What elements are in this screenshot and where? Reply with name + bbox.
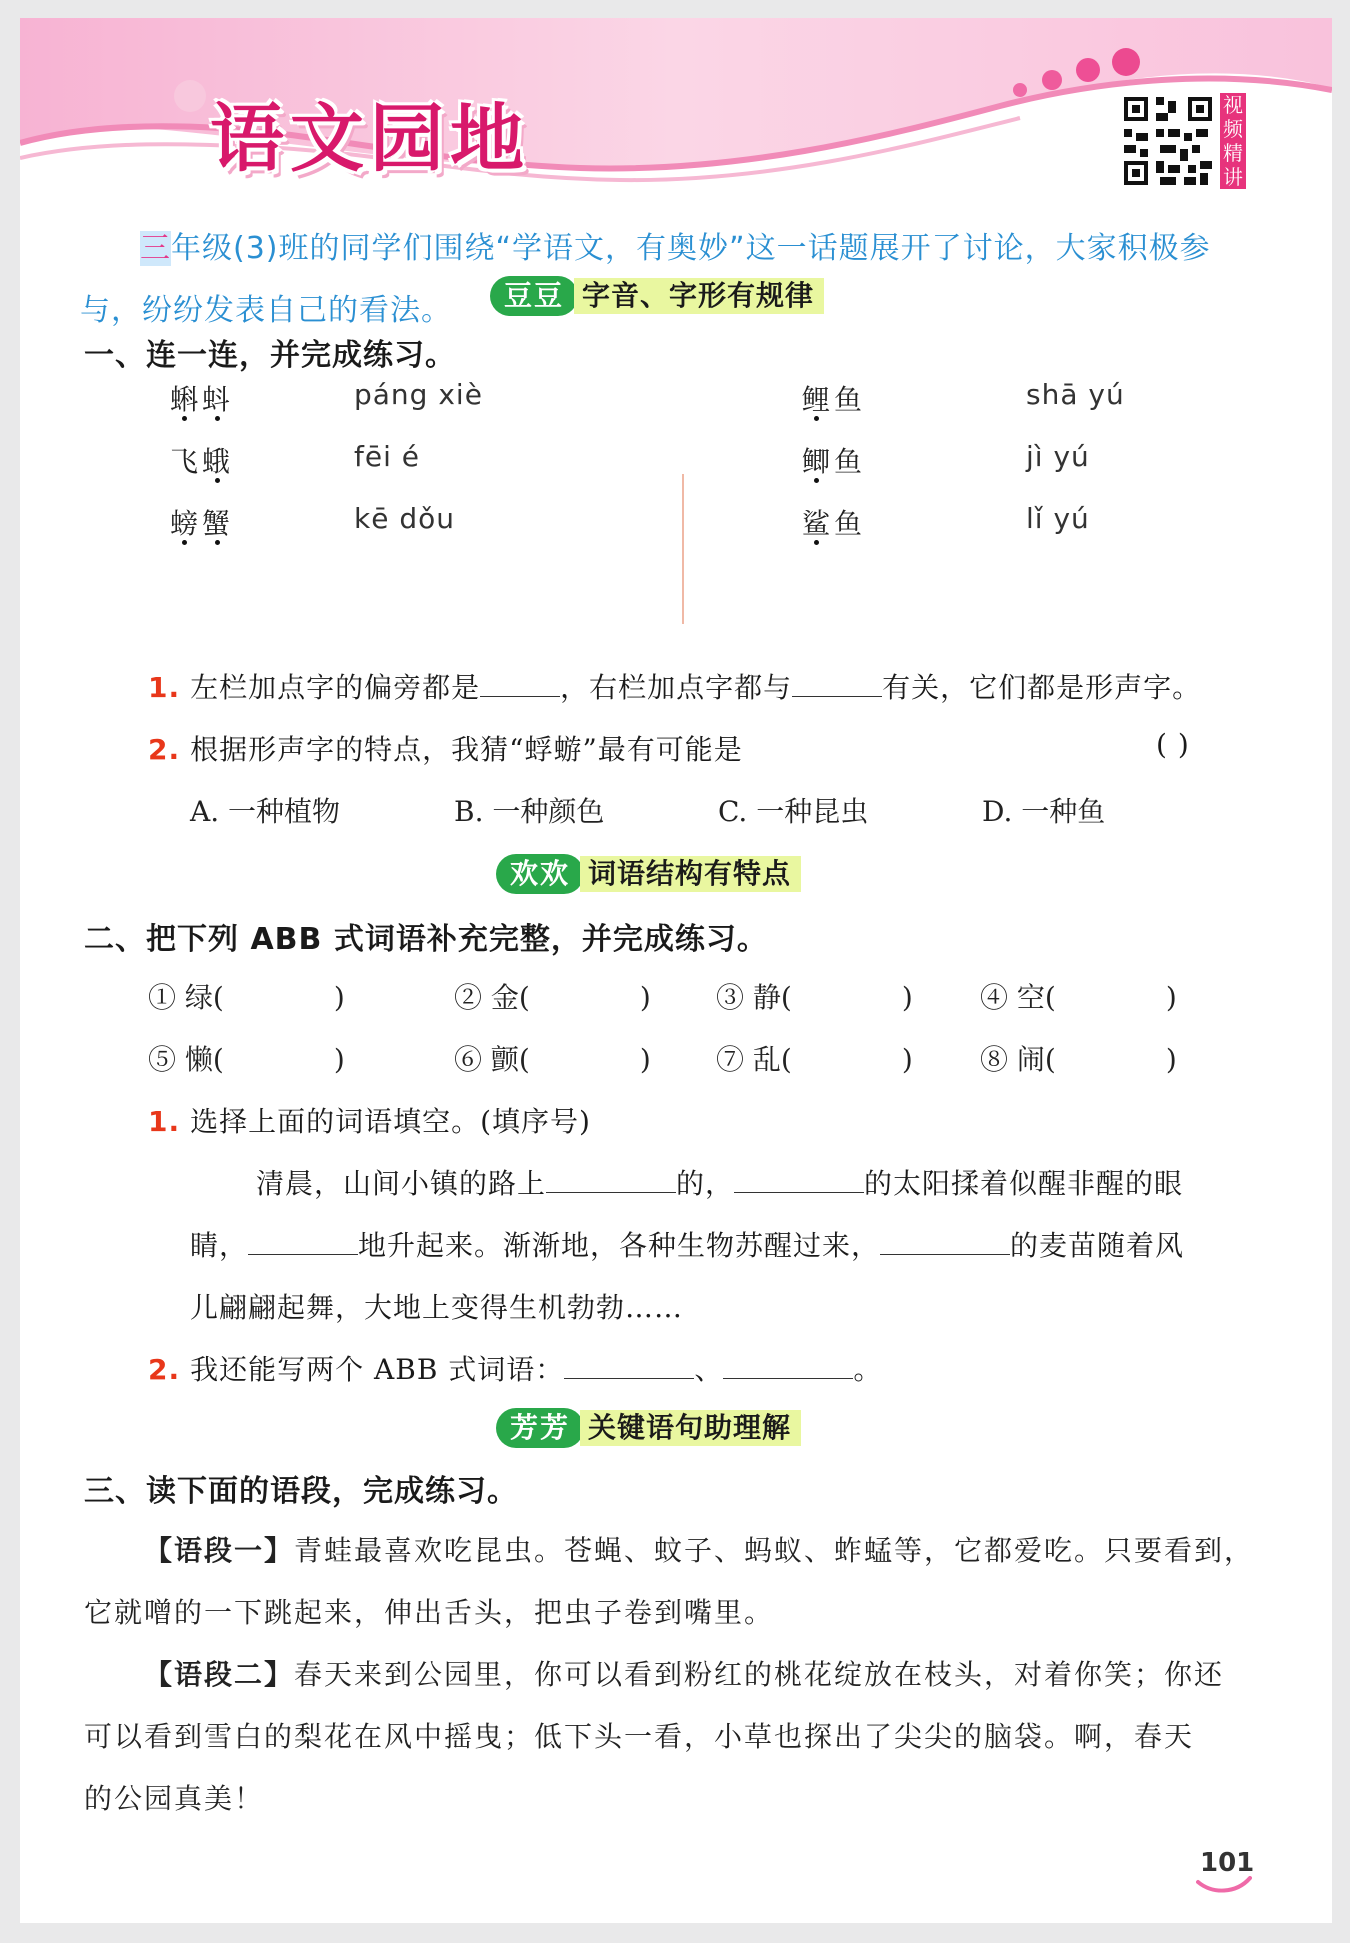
left-word-1: 蝌蚪 [170,383,235,416]
column-divider [682,474,684,624]
emphasis-dot [182,540,187,545]
option-c[interactable]: C. 一种昆虫 [718,795,869,828]
right-pinyin-3: lǐ yú [1026,502,1090,535]
emphasis-dot [182,416,187,421]
s1-question-1: 1. 左栏加点字的偏旁都是 ，右栏加点字都与 有关，它们都是形声字。 [148,671,1202,704]
s1-question-2: 2. 根据形声字的特点，我猜“蜉蝣”最有可能是 [148,733,743,766]
workbook-page [20,18,1332,1923]
s2-question-2: 2. 我还能写两个 ABB 式词语： 、 。 [148,1353,883,1386]
option-b[interactable]: B. 一种颜色 [454,795,605,828]
answer-paren[interactable]: ( ) [1156,728,1190,761]
intro-line-2: 与，纷纷发表自己的看法。 [80,293,452,328]
qr-code-icon[interactable] [1120,93,1216,189]
section2-tag [496,852,801,896]
s2-question-1: 1. 选择上面的词语填空。(填序号) [148,1105,591,1138]
answer-blank[interactable] [734,1191,864,1193]
passage-one: 【语段一】青蛙最喜欢吃昆虫。苍蝇、蚊子、蚂蚁、蚱蜢等，它都爱吃。只要看到， 它就噌的一下跳起来，伸出舌头，把虫子卷到嘴里。 [84,1534,1255,1629]
emphasis-dot [215,478,220,483]
emphasis-dot [814,478,819,483]
abb-item-2[interactable]: ② 金( ) [454,981,651,1014]
section3-heading: 三、读下面的语段，完成练习。 [84,1474,518,1509]
emphasis-dot [814,540,819,545]
abb-item-5[interactable]: ⑤ 懒( ) [148,1043,345,1076]
right-word-1: 鲤鱼 [802,383,867,416]
right-word-2: 鲫鱼 [802,445,867,478]
tag-topic: 关键语句助理解 [580,1410,801,1446]
left-pinyin-3: kē dǒu [354,502,455,535]
answer-blank[interactable] [564,1377,694,1379]
left-word-2: 飞蛾 [170,445,235,478]
tag-topic: 词语结构有特点 [580,856,801,892]
abb-item-7[interactable]: ⑦ 乱( ) [716,1043,913,1076]
fill-line-3: 儿翩翩起舞，大地上变得生机勃勃…… [190,1291,684,1324]
section1-tag [490,274,824,318]
right-pinyin-1: shā yú [1026,378,1125,411]
tag-speaker: 豆豆 [490,276,578,316]
right-pinyin-2: jì yú [1026,440,1090,473]
option-a[interactable]: A. 一种植物 [190,795,341,828]
abb-item-3[interactable]: ③ 静( ) [716,981,913,1014]
header-banner [20,18,1332,208]
intro-first-char: 三 [140,231,171,266]
page-number: 101 [1200,1848,1255,1878]
answer-blank[interactable] [792,695,882,697]
option-d[interactable]: D. 一种鱼 [982,795,1106,828]
intro-line-1: 年级(3)班的同学们围绕“学语文，有奥妙”这一话题展开了讨论，大家积极参 [171,231,1211,266]
right-word-3: 鲨鱼 [802,507,867,540]
answer-blank[interactable] [248,1253,358,1255]
passage-two: 【语段二】春天来到公园里，你可以看到粉红的桃花绽放在枝头，对着你笑；你还 可以看到雪白的梨花在风中摇曳；低下头一看，小草也探出了尖尖的脑袋。啊，春天 的公园真美！ [84,1658,1225,1815]
emphasis-dot [215,416,220,421]
emphasis-dot [215,540,220,545]
tag-speaker: 欢欢 [496,854,584,894]
section1-heading: 一、连一连，并完成练习。 [84,338,456,373]
video-label: 视 频 精 讲 [1220,93,1246,189]
section3-tag [496,1406,801,1450]
abb-item-6[interactable]: ⑥ 颤( ) [454,1043,651,1076]
section2-heading: 二、把下列 ABB 式词语补充完整，并完成练习。 [84,922,768,957]
tag-speaker: 芳芳 [496,1408,584,1448]
abb-item-8[interactable]: ⑧ 闹( ) [980,1043,1177,1076]
fill-line-1: 清晨，山间小镇的路上 的， 的太阳揉着似醒非醒的眼 [256,1167,1184,1200]
answer-blank[interactable] [480,695,560,697]
left-pinyin-1: páng xiè [354,378,483,411]
answer-blank[interactable] [546,1191,676,1193]
page-number-swoosh-icon [1196,1876,1252,1896]
abb-item-4[interactable]: ④ 空( ) [980,981,1177,1014]
tag-topic: 字音、字形有规律 [574,278,824,314]
answer-blank[interactable] [723,1377,853,1379]
left-pinyin-2: fēi é [354,440,420,473]
emphasis-dot [814,416,819,421]
page-title: 语文园地 [210,96,530,182]
abb-item-1[interactable]: ① 绿( ) [148,981,345,1014]
left-word-3: 螃蟹 [170,507,235,540]
fill-line-2: 睛， 地升起来。渐渐地，各种生物苏醒过来， 的麦苗随着风 [190,1229,1185,1262]
answer-blank[interactable] [880,1253,1010,1255]
